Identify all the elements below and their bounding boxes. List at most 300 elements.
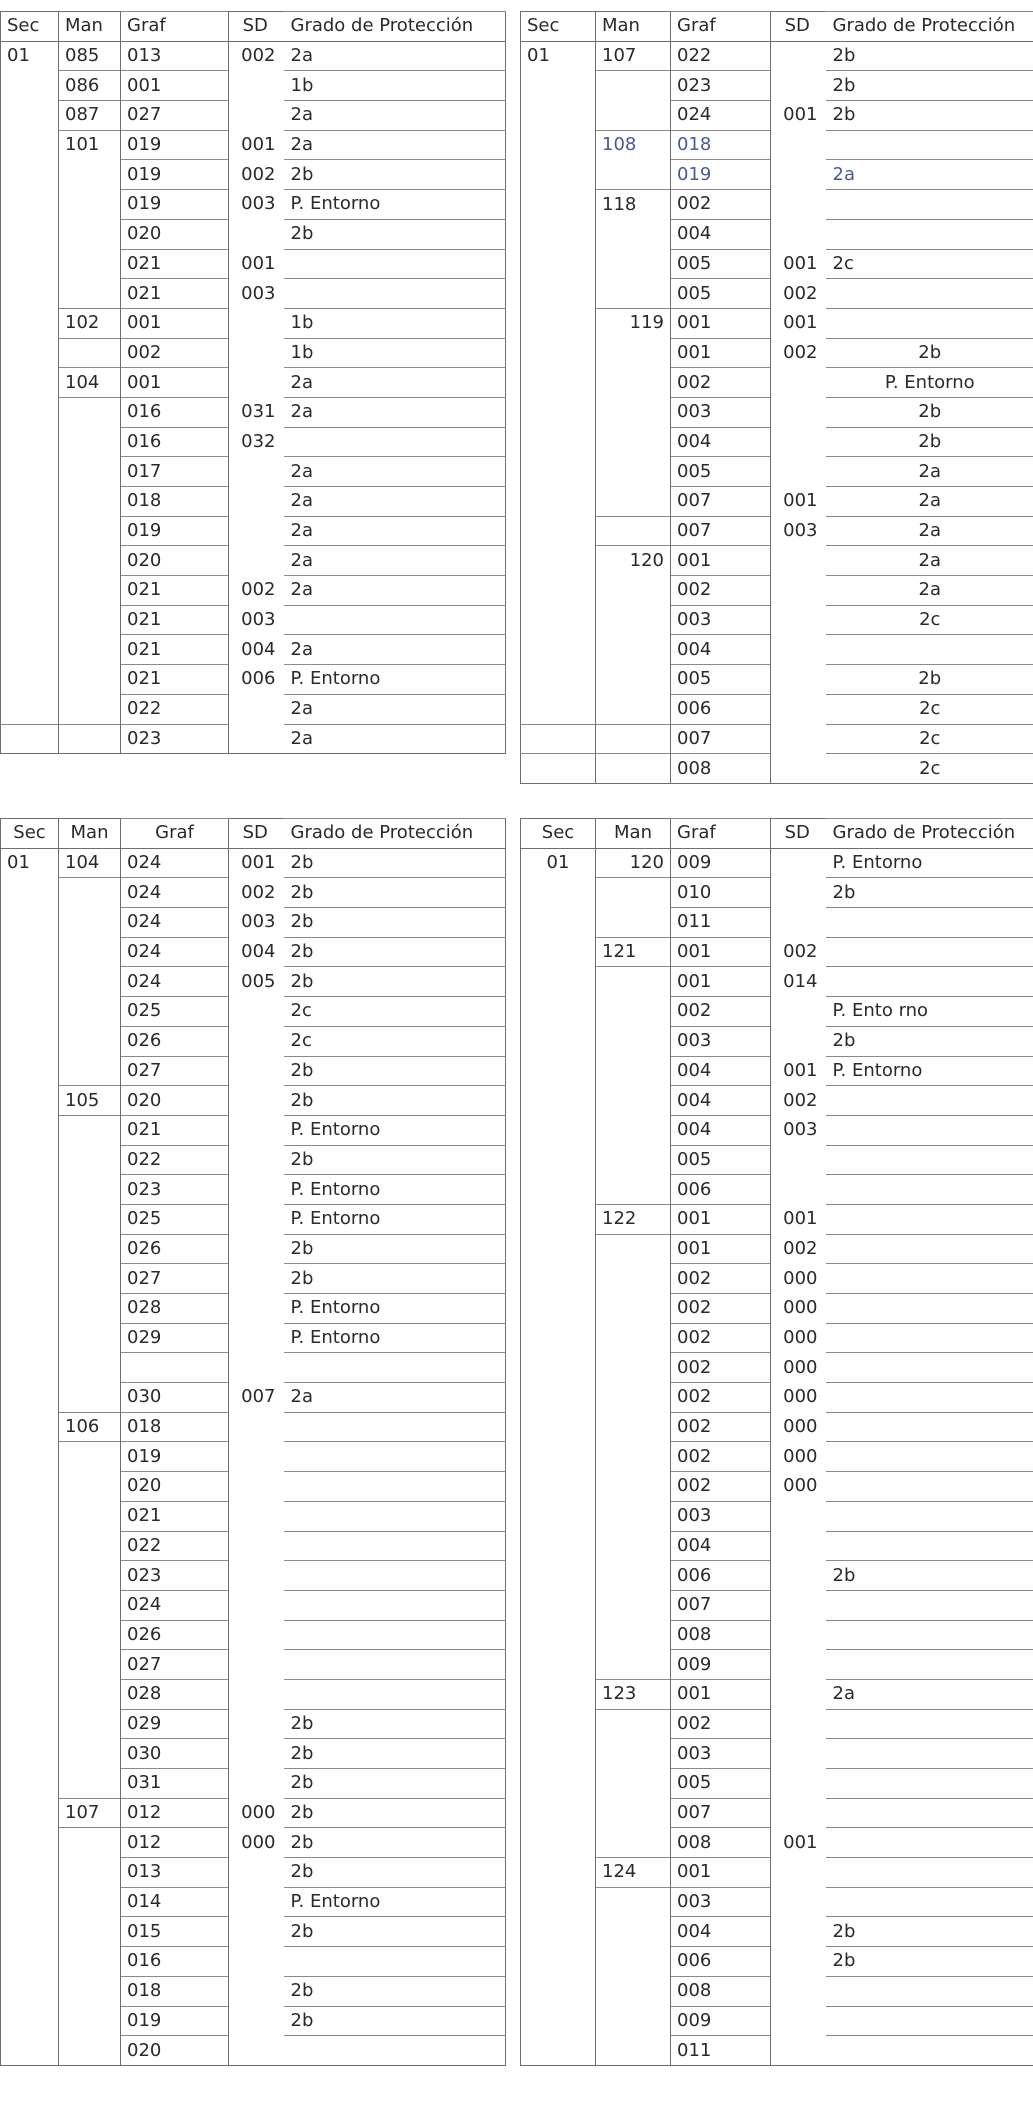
header-sec: Sec xyxy=(521,819,596,849)
cell-graf: 021 xyxy=(121,1115,229,1145)
cell-sd xyxy=(771,1531,826,1561)
table-row xyxy=(1,1412,506,1442)
cell-man xyxy=(596,1086,671,1116)
cell-graf: 007 xyxy=(671,487,771,517)
cell-man xyxy=(59,279,121,309)
table-row xyxy=(521,1383,1033,1413)
protection-table-1 xyxy=(0,11,506,754)
cell-grado xyxy=(284,1561,506,1591)
cell-grado: 2c xyxy=(284,1026,506,1056)
cell-sec xyxy=(521,1947,596,1977)
cell-grado xyxy=(826,1650,1033,1680)
cell-sd xyxy=(229,546,284,576)
cell-sd xyxy=(229,219,284,249)
cell-grado: 2b xyxy=(826,101,1033,131)
table-row xyxy=(521,1323,1033,1353)
header-row xyxy=(521,819,1033,849)
cell-sec xyxy=(521,1026,596,1056)
cell-sec xyxy=(1,130,59,160)
cell-graf: 001 xyxy=(671,967,771,997)
table-row xyxy=(521,1026,1033,1056)
cell-man: 102 xyxy=(59,308,121,338)
cell-sd xyxy=(771,546,826,576)
cell-grado: 2a xyxy=(284,130,506,160)
table-row xyxy=(1,665,506,695)
cell-sec xyxy=(521,1531,596,1561)
cell-sec xyxy=(521,997,596,1027)
cell-graf: 016 xyxy=(121,397,229,427)
cell-man xyxy=(596,1234,671,1264)
cell-sec xyxy=(521,1917,596,1947)
cell-sd: 001 xyxy=(783,252,818,274)
table-row xyxy=(521,908,1033,938)
cell-sec xyxy=(521,427,596,457)
cell-sd xyxy=(771,1145,826,1175)
cell-grado: 2a xyxy=(826,546,1033,576)
cell-grado: P. Entorno xyxy=(284,1115,506,1145)
cell-sec xyxy=(1,1086,59,1116)
cell-grado xyxy=(284,1590,506,1620)
cell-man xyxy=(596,1026,671,1056)
table-row xyxy=(1,1204,506,1234)
cell-sd xyxy=(229,1086,284,1116)
cell-sd: 001 xyxy=(783,104,818,126)
cell-graf: 004 xyxy=(671,1115,771,1145)
cell-man xyxy=(59,937,121,967)
cell-sec xyxy=(1,1323,59,1353)
cell-grado: 2b xyxy=(284,848,506,878)
cell-sd xyxy=(229,1501,284,1531)
cell-man xyxy=(596,605,671,635)
cell-sd: 004 xyxy=(241,638,276,660)
cell-man xyxy=(596,368,671,398)
cell-man xyxy=(59,338,121,368)
cell-sd xyxy=(229,1264,284,1294)
cell-grado xyxy=(284,1442,506,1472)
cell-graf: 018 xyxy=(121,1976,229,2006)
cell-graf: 027 xyxy=(121,1264,229,1294)
table-row xyxy=(521,848,1033,878)
cell-sec xyxy=(1,279,59,309)
table-row xyxy=(1,487,506,517)
cell-sd xyxy=(771,130,826,160)
cell-graf: 021 xyxy=(121,576,229,606)
header-row xyxy=(1,12,506,42)
cell-man: 085 xyxy=(59,41,121,71)
cell-graf: 019 xyxy=(121,2006,229,2036)
cell-sec xyxy=(521,1115,596,1145)
cell-sd xyxy=(771,1858,826,1888)
cell-sd: 003 xyxy=(241,193,276,215)
cell-man: 104 xyxy=(59,848,121,878)
cell-sd xyxy=(771,1561,826,1591)
cell-graf: 015 xyxy=(121,1917,229,1947)
cell-man xyxy=(59,516,121,546)
cell-man xyxy=(59,1383,121,1413)
cell-grado xyxy=(826,1383,1033,1413)
cell-sd xyxy=(229,1115,284,1145)
cell-man xyxy=(596,101,671,131)
cell-man: 122 xyxy=(596,1204,671,1234)
cell-sd xyxy=(771,1976,826,2006)
cell-sd xyxy=(229,368,284,398)
cell-graf: 020 xyxy=(121,1086,229,1116)
cell-grado: 2b xyxy=(284,1264,506,1294)
cell-sd: 002 xyxy=(241,881,276,903)
cell-graf: 020 xyxy=(121,1472,229,1502)
table-row xyxy=(1,41,506,71)
cell-man xyxy=(596,967,671,997)
table-row xyxy=(521,279,1033,309)
cell-sec xyxy=(521,1798,596,1828)
cell-sd xyxy=(771,190,826,220)
cell-grado: 2b xyxy=(284,1056,506,1086)
cell-graf: 007 xyxy=(671,1590,771,1620)
table-row xyxy=(521,101,1033,131)
table-row xyxy=(1,1590,506,1620)
cell-sd xyxy=(229,1294,284,1324)
table-row xyxy=(521,487,1033,517)
cell-sd: 032 xyxy=(241,430,276,452)
cell-graf: 001 xyxy=(121,368,229,398)
cell-man xyxy=(596,1590,671,1620)
cell-sec xyxy=(1,1917,59,1947)
cell-man xyxy=(59,1709,121,1739)
table-row xyxy=(521,967,1033,997)
header-sd: SD xyxy=(771,12,826,42)
cell-sd: 000 xyxy=(783,1445,818,1467)
table-row xyxy=(1,1086,506,1116)
cell-grado: 2a xyxy=(826,487,1033,517)
cell-man xyxy=(596,694,671,724)
cell-graf: 022 xyxy=(121,694,229,724)
cell-sec xyxy=(1,249,59,279)
cell-sd xyxy=(771,1679,826,1709)
cell-man xyxy=(59,1056,121,1086)
cell-sd xyxy=(229,1769,284,1799)
table-row xyxy=(1,1679,506,1709)
cell-sec xyxy=(1,2036,59,2066)
cell-sec xyxy=(1,1264,59,1294)
cell-sd: 000 xyxy=(241,1831,276,1853)
cell-grado: 2a xyxy=(284,576,506,606)
cell-graf: 019 xyxy=(671,160,771,190)
cell-graf: 022 xyxy=(121,1531,229,1561)
cell-graf: 003 xyxy=(671,1739,771,1769)
cell-graf: 030 xyxy=(121,1383,229,1413)
cell-sd xyxy=(771,1650,826,1680)
cell-sec xyxy=(521,1858,596,1888)
cell-sd xyxy=(771,576,826,606)
cell-grado: 2a xyxy=(284,694,506,724)
cell-sd xyxy=(771,1947,826,1977)
header-graf: Graf xyxy=(121,819,229,849)
cell-graf: 012 xyxy=(121,1798,229,1828)
cell-grado: P. Entorno xyxy=(284,1175,506,1205)
cell-graf: 016 xyxy=(121,1947,229,1977)
cell-man xyxy=(59,1531,121,1561)
cell-sec xyxy=(1,1976,59,2006)
cell-man xyxy=(596,1947,671,1977)
cell-man xyxy=(59,694,121,724)
cell-man xyxy=(59,1947,121,1977)
cell-graf xyxy=(121,1353,229,1383)
cell-man xyxy=(59,1204,121,1234)
cell-sec xyxy=(521,2006,596,2036)
cell-grado xyxy=(284,2036,506,2066)
cell-sec xyxy=(1,1175,59,1205)
cell-graf: 023 xyxy=(121,724,229,754)
cell-graf: 026 xyxy=(121,1620,229,1650)
cell-graf: 002 xyxy=(671,576,771,606)
cell-man xyxy=(59,397,121,427)
cell-sd xyxy=(771,1709,826,1739)
cell-sd xyxy=(771,41,826,71)
cell-man xyxy=(596,1472,671,1502)
table-row xyxy=(521,1620,1033,1650)
table-row xyxy=(1,368,506,398)
cell-sec xyxy=(521,219,596,249)
cell-man xyxy=(596,2006,671,2036)
cell-man xyxy=(59,605,121,635)
cell-grado: 2b xyxy=(826,397,1033,427)
table-row xyxy=(521,427,1033,457)
cell-man xyxy=(59,1679,121,1709)
cell-graf: 005 xyxy=(671,279,771,309)
cell-sec xyxy=(1,1828,59,1858)
cell-grado: 2a xyxy=(826,516,1033,546)
table-row xyxy=(1,694,506,724)
cell-sd: 000 xyxy=(783,1475,818,1497)
cell-man xyxy=(59,635,121,665)
cell-sd: 003 xyxy=(783,520,818,542)
table-row xyxy=(1,1175,506,1205)
cell-grado: P. Ento rno xyxy=(826,997,1033,1027)
cell-sec xyxy=(521,1650,596,1680)
table-row xyxy=(521,368,1033,398)
cell-sec xyxy=(1,546,59,576)
cell-graf: 002 xyxy=(671,1709,771,1739)
cell-graf: 007 xyxy=(671,724,771,754)
cell-sd: 002 xyxy=(783,282,818,304)
cell-man xyxy=(596,427,671,457)
table-row xyxy=(1,724,506,754)
cell-sec xyxy=(521,101,596,131)
cell-man xyxy=(596,1561,671,1591)
cell-grado: P. Entorno xyxy=(826,848,1033,878)
cell-man xyxy=(59,546,121,576)
cell-sd xyxy=(229,2036,284,2066)
cell-man xyxy=(596,1412,671,1442)
cell-grado: 2b xyxy=(284,1858,506,1888)
cell-graf: 023 xyxy=(671,71,771,101)
cell-graf: 018 xyxy=(671,130,771,160)
cell-graf: 028 xyxy=(121,1679,229,1709)
cell-graf: 004 xyxy=(671,427,771,457)
cell-grado xyxy=(826,937,1033,967)
cell-grado: 2b xyxy=(284,2006,506,2036)
cell-sec xyxy=(1,665,59,695)
cell-graf: 021 xyxy=(121,249,229,279)
table-row xyxy=(1,457,506,487)
cell-sec xyxy=(521,754,596,784)
cell-grado: 2b xyxy=(284,1769,506,1799)
cell-grado: 2b xyxy=(284,1234,506,1264)
cell-grado: 2b xyxy=(284,937,506,967)
cell-man: 124 xyxy=(596,1858,671,1888)
cell-sec xyxy=(521,71,596,101)
table-row xyxy=(521,338,1033,368)
table-row xyxy=(1,1442,506,1472)
cell-man xyxy=(596,1769,671,1799)
cell-sd: 001 xyxy=(783,1831,818,1853)
cell-sd xyxy=(229,1531,284,1561)
cell-sec xyxy=(521,1412,596,1442)
cell-sec xyxy=(1,1590,59,1620)
cell-sec xyxy=(521,967,596,997)
cell-man xyxy=(59,1887,121,1917)
cell-sec xyxy=(1,1561,59,1591)
cell-grado xyxy=(826,1501,1033,1531)
cell-sec xyxy=(521,1294,596,1324)
cell-sd: 003 xyxy=(783,1119,818,1141)
cell-man xyxy=(59,665,121,695)
cell-sec xyxy=(521,1056,596,1086)
cell-sd xyxy=(229,1026,284,1056)
cell-man xyxy=(596,1828,671,1858)
cell-grado: 2c xyxy=(826,605,1033,635)
table-row xyxy=(1,997,506,1027)
cell-sd: 001 xyxy=(241,852,276,874)
cell-grado xyxy=(826,1798,1033,1828)
cell-graf: 002 xyxy=(671,1294,771,1324)
cell-graf: 024 xyxy=(121,908,229,938)
cell-graf: 002 xyxy=(671,1323,771,1353)
cell-graf: 023 xyxy=(121,1175,229,1205)
cell-graf: 001 xyxy=(671,1234,771,1264)
cell-man xyxy=(59,908,121,938)
cell-graf: 002 xyxy=(671,1383,771,1413)
cell-graf: 007 xyxy=(671,1798,771,1828)
cell-graf: 024 xyxy=(121,848,229,878)
cell-sd: 002 xyxy=(783,1237,818,1259)
cell-man xyxy=(596,457,671,487)
cell-graf: 004 xyxy=(671,1531,771,1561)
cell-grado: 2a xyxy=(284,397,506,427)
cell-grado: 2c xyxy=(826,754,1033,784)
header-sd: SD xyxy=(771,819,826,849)
table-row xyxy=(521,308,1033,338)
cell-sec xyxy=(521,338,596,368)
cell-graf: 002 xyxy=(671,1472,771,1502)
cell-sd: 007 xyxy=(241,1386,276,1408)
cell-grado: 2b xyxy=(826,427,1033,457)
cell-sec xyxy=(521,1739,596,1769)
table-row xyxy=(521,1679,1033,1709)
cell-grado: 2a xyxy=(284,41,506,71)
table-row xyxy=(521,1976,1033,2006)
cell-sd: 002 xyxy=(783,1089,818,1111)
cell-sd xyxy=(771,908,826,938)
cell-grado: 2a xyxy=(826,160,1033,190)
table-row xyxy=(521,546,1033,576)
table-row xyxy=(1,249,506,279)
cell-sec xyxy=(1,937,59,967)
cell-man xyxy=(596,1264,671,1294)
cell-graf: 019 xyxy=(121,516,229,546)
cell-graf: 019 xyxy=(121,130,229,160)
cell-grado: P. Entorno xyxy=(284,1204,506,1234)
cell-sec xyxy=(521,1353,596,1383)
cell-grado xyxy=(826,635,1033,665)
table-row xyxy=(1,908,506,938)
table-row xyxy=(1,605,506,635)
cell-graf: 001 xyxy=(671,937,771,967)
cell-sec xyxy=(521,908,596,938)
cell-sd xyxy=(771,1887,826,1917)
cell-grado: 2a xyxy=(284,635,506,665)
cell-sec xyxy=(521,457,596,487)
cell-grado: P. Entorno xyxy=(284,1323,506,1353)
header-row xyxy=(521,12,1033,42)
cell-graf: 020 xyxy=(121,2036,229,2066)
cell-sec xyxy=(1,219,59,249)
cell-sd xyxy=(229,1056,284,1086)
cell-man xyxy=(596,754,671,784)
cell-man xyxy=(596,997,671,1027)
cell-grado: 2b xyxy=(826,878,1033,908)
cell-sec xyxy=(521,1383,596,1413)
cell-sec xyxy=(1,427,59,457)
table-row xyxy=(1,1917,506,1947)
cell-man xyxy=(596,1798,671,1828)
cell-graf: 006 xyxy=(671,1561,771,1591)
cell-sec xyxy=(1,1739,59,1769)
header-man: Man xyxy=(596,819,671,849)
table-row xyxy=(521,1828,1033,1858)
cell-grado xyxy=(826,1412,1033,1442)
cell-man xyxy=(59,1739,121,1769)
cell-graf: 002 xyxy=(671,368,771,398)
table-row xyxy=(1,279,506,309)
table-row xyxy=(1,516,506,546)
cell-grado: 2a xyxy=(284,101,506,131)
table-row xyxy=(521,665,1033,695)
cell-sd: 006 xyxy=(241,668,276,690)
cell-graf: 006 xyxy=(671,1175,771,1205)
table-row xyxy=(521,1442,1033,1472)
cell-sec xyxy=(1,635,59,665)
cell-graf: 009 xyxy=(671,848,771,878)
cell-graf: 006 xyxy=(671,1947,771,1977)
cell-sd xyxy=(229,1679,284,1709)
cell-graf: 025 xyxy=(121,1204,229,1234)
cell-sd xyxy=(229,2006,284,2036)
cell-grado: 2c xyxy=(826,694,1033,724)
cell-man: 106 xyxy=(59,1412,121,1442)
cell-man: 105 xyxy=(59,1086,121,1116)
cell-sec xyxy=(1,1145,59,1175)
cell-grado: 1b xyxy=(284,71,506,101)
cell-sd xyxy=(229,1234,284,1264)
cell-man xyxy=(596,1294,671,1324)
cell-man xyxy=(59,1620,121,1650)
cell-sd xyxy=(229,724,284,754)
table-row xyxy=(521,605,1033,635)
cell-man xyxy=(59,1234,121,1264)
cell-graf: 031 xyxy=(121,1769,229,1799)
table-row xyxy=(521,1858,1033,1888)
